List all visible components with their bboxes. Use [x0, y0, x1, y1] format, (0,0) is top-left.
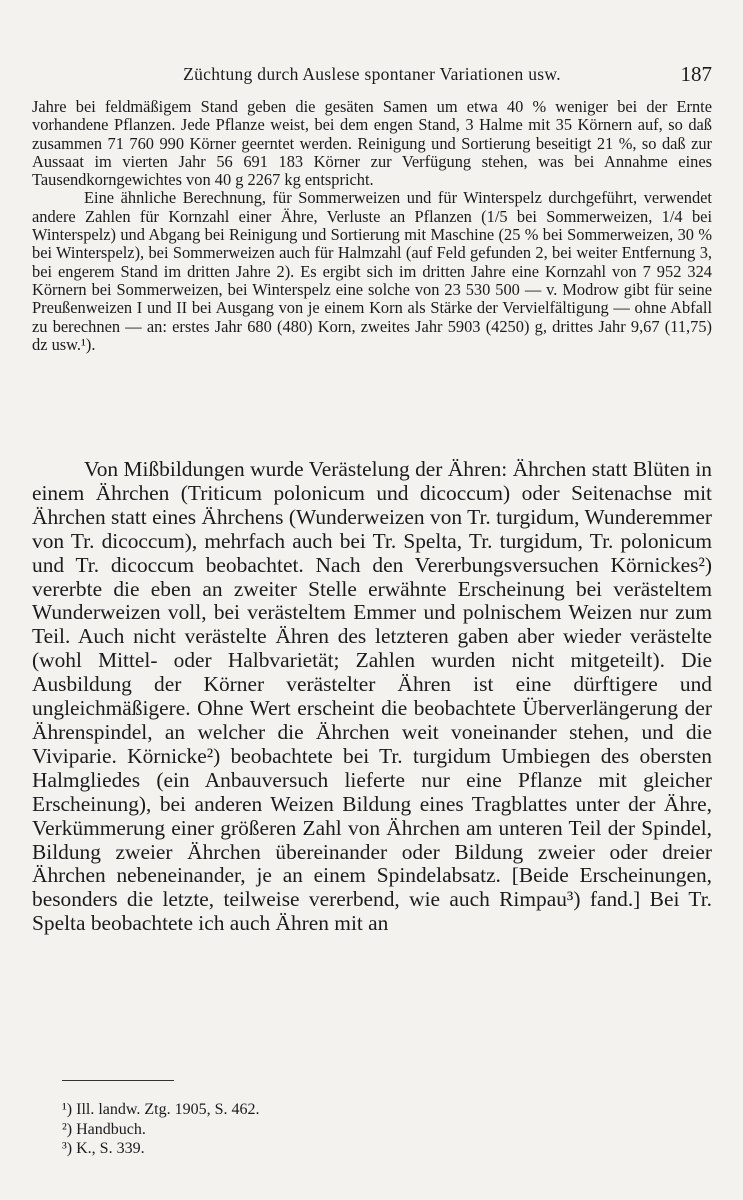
paragraph-similar-calculation: Eine ähnliche Berechnung, für Sommerweizen und für Winterspelz durchgeführt, verwendet andere Zahlen für Kornzahl einer Ähre, Verluste an Pflanzen (1/5 bei Sommerweizen, 1/4 bei Winterspelz) und Abgang bei Reinigung und Sortierung mit Maschine (25 % bei Sommerweizen, 30 % bei Winterspelz), bei Sommerweizen auch für Halmzahl (auf Feld gefunden 2, bei weiter Entfernung 3, bei engerem Stand im dritten Jahre 2). Es ergibt sich im dritten Jahre eine Kornzahl von 7 952 324 Körnern bei Sommerweizen, bei Winterspelz eine solche von 23 530 500 — v. Modrow gibt für seine Preußenweizen I und II bei Ausgang von je einem Korn als Stärke der Vervielfältigung — ohne Abfall zu berechnen — an: erstes Jahr 680 (480) Korn, zweites Jahr 5903 (4250) g, drittes Jahr 9,67 (11,75) dz usw.¹). [32, 188, 712, 354]
main-text-section [32, 458, 712, 936]
footnote-divider [62, 1080, 174, 1081]
paragraph-malformations: Von Mißbildungen wurde Verästelung der Ähren: Ährchen statt Blüten in einem Ährchen (Triticum polonicum und dicoccum) oder Seitenachse mit Ährchen statt eines Ährchens (Wunderweizen von Tr. turgidum, Wunderemmer von Tr. dicoccum), mehrfach auch bei Tr. Spelta, Tr. turgidum, Tr. polonicum und Tr. dicoccum beobachtet. Nach den Vererbungsversuchen Körnickes²) vererbte die eben an zweiter Stelle erwähnte Erscheinung bei verästeltem Wunderweizen voll, bei verästeltem Emmer und polnischem Weizen nur zum Teil. Auch nicht verästelte Ähren des letzteren gaben aber wieder verästelte (wohl Mittel- oder Halbvarietät; Zahlen wurden nicht mitgeteilt). Die Ausbildung der Körner verästelter Ähren ist eine dürftigere und ungleichmäßigere. Ohne Wert erscheint die beobachtete Überverlängerung der Ährenspindel, an welcher die Ährchen weit voneinander stehen, und die Viviparie. Körnicke²) beobachtete bei Tr. turgidum Umbiegen des obersten Halmgliedes (ein Anbauversuch lieferte nur eine Pflanze mit gleicher Erscheinung), bei anderen Weizen Bildung eines Tragblattes unter der Ähre, Verkümmerung einer größeren Zahl von Ährchen am unteren Teil der Spindel, Bildung zweier Ährchen übereinander oder Bildung zweier oder dreier Ährchen nebeneinander, je an einem Spindelabsatz. [Beide Erscheinungen, besonders die letzte, teilweise vererbend, wie auch Rimpau³) fand.] Bei Tr. Spelta beobachtete ich auch Ähren mit an [32, 457, 712, 936]
footnote-2: ²) Handbuch. [62, 1120, 146, 1138]
running-title: Züchtung durch Auslese spontaner Variationen usw. [183, 64, 561, 84]
footnote-1: ¹) Ill. landw. Ztg. 1905, S. 462. [62, 1101, 260, 1118]
footnote-3: ³) K., S. 339. [62, 1140, 145, 1157]
paragraph-calculation: Jahre bei feldmäßigem Stand geben die gesäten Samen um etwa 40 % weniger bei der Ernte vorhandene Pflanzen. Jede Pflanze weist, bei dem engen Stand, 3 Halme mit 35 Körnern auf, so daß zusammen 71 760 990 Körner geerntet werden. Reinigung und Sortierung beseitigt 21 %, so daß zur Aussaat im vierten Jahr 56 691 183 Körner zur Verfügung stehen, was bei Annahme eines Tausendkorngewichtes von 40 g 2267 kg entspricht. [32, 97, 712, 190]
page-header [32, 58, 712, 90]
small-print-section [32, 98, 712, 354]
page-number: 187 [680, 62, 712, 86]
footnotes [62, 1100, 260, 1159]
